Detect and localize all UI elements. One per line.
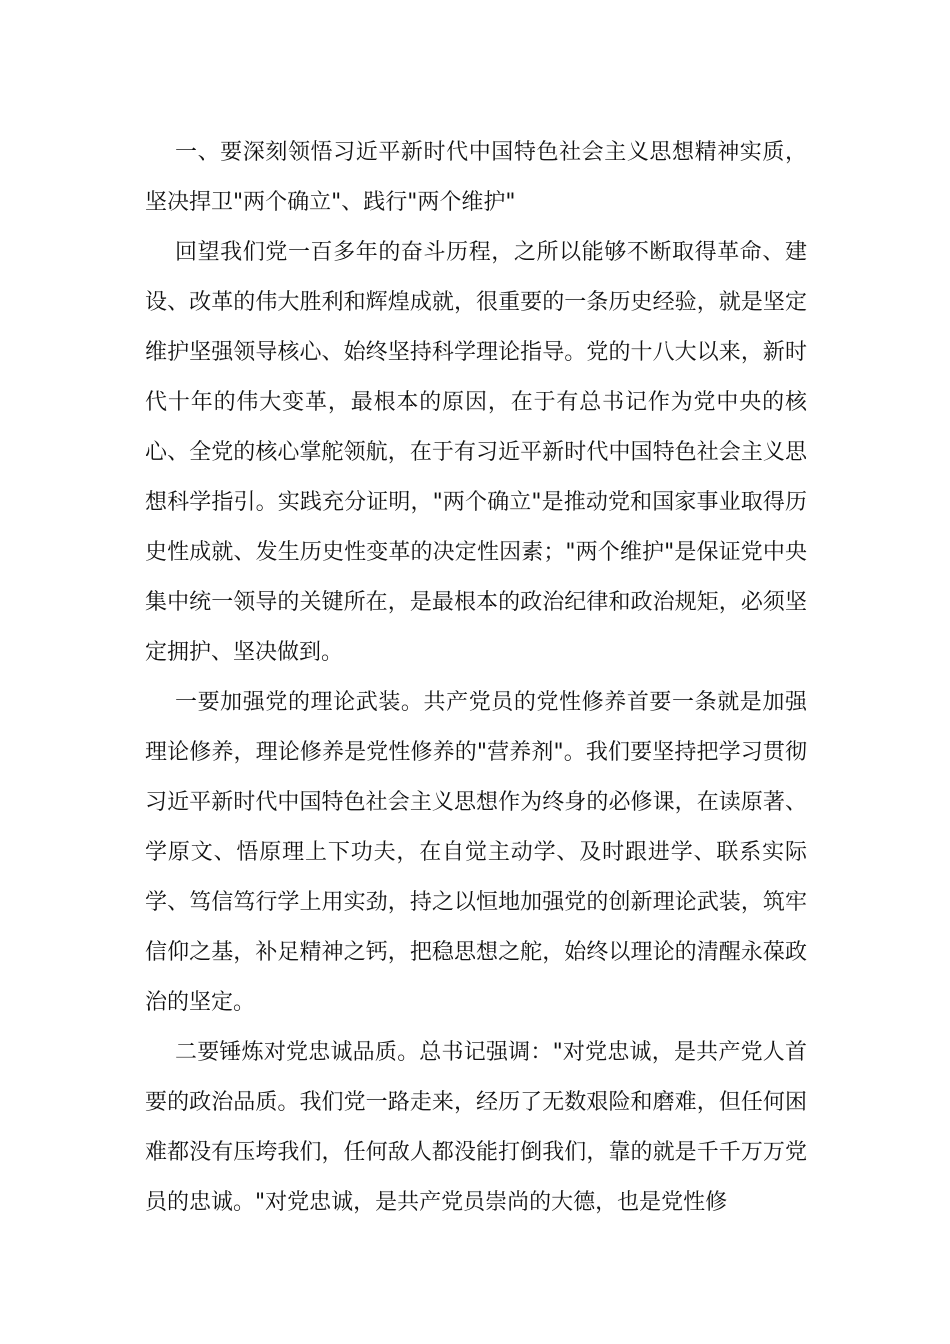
paragraph: 二要锤炼对党忠诚品质。总书记强调："对党忠诚，是共产党人首要的政治品质。我们党一路走来，经历了无数艰险和磨难，但任何困难都没有压垮我们，任何敌人都没能打倒我们，靠的就是千千万万党员的忠诚。"对党忠诚，是共产党员崇尚的大德，也是党性修 bbox=[145, 1040, 807, 1215]
paragraph: 回望我们党一百多年的奋斗历程，之所以能够不断取得革命、建设、改革的伟大胜利和辉煌成就，很重要的一条历史经验，就是坚定维护坚强领导核心、始终坚持科学理论指导。党的十八大以来，新时代十年的伟大变革，最根本的原因，在于有总书记作为党中央的核心、全党的核心掌舵领航，在于有习近平新时代中国特色社会主义思想科学指引。实践充分证明，"两个确立"是推动党和国家事业取得历史性成就、发生历史性变革的决定性因素；"两个维护"是保证党中央集中统一领导的关键所在，是最根本的政治纪律和政治规矩，必须坚定拥护、坚决做到。 bbox=[145, 240, 807, 665]
paragraph: 一要加强党的理论武装。共产党员的党性修养首要一条就是加强理论修养，理论修养是党性修养的"营养剂"。我们要坚持把学习贯彻习近平新时代中国特色社会主义思想作为终身的必修课，在读原著、学原文、悟原理上下功夫，在自觉主动学、及时跟进学、联系实际学、笃信笃行学上用实劲，持之以恒地加强党的创新理论武装，筑牢信仰之基，补足精神之钙，把稳思想之舵，始终以理论的清醒永葆政治的坚定。 bbox=[145, 690, 807, 1015]
section-heading: 一、要深刻领悟习近平新时代中国特色社会主义思想精神实质，坚决捍卫"两个确立"、践行"两个维护" bbox=[145, 140, 807, 215]
document-body bbox=[145, 128, 807, 1228]
